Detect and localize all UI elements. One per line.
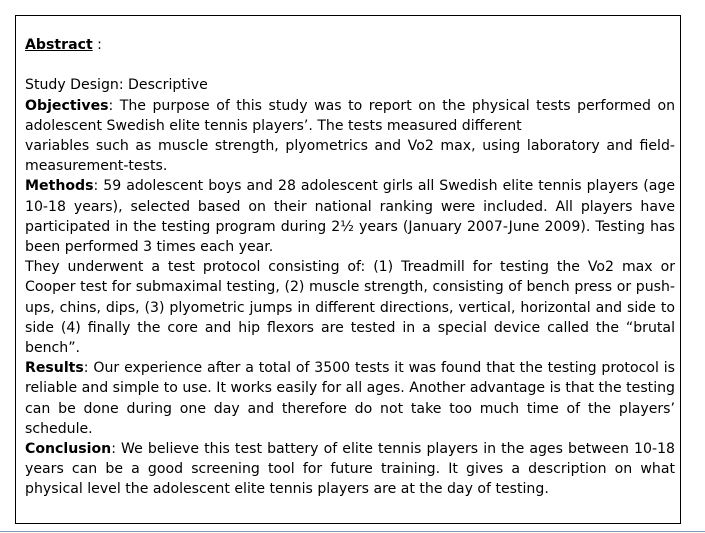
methods-label: Methods — [25, 178, 94, 195]
objectives-paragraph — [25, 96, 675, 136]
conclusion-text: : We believe this test battery of elite tennis players in the ages between 10-18 years can be a good screening tool for future training. It gives a description on what physical level the adolescent elite tennis players are at the day of testing. — [25, 441, 675, 498]
study-design: Study Design: Descriptive — [25, 77, 208, 94]
bottom-divider — [0, 531, 705, 532]
objectives-label: Objectives — [25, 97, 109, 114]
methods-continuation: They underwent a test protocol consisting of: (1) Treadmill for testing the Vo2 max or Cooper test for submaximal testing, (2) muscle strength, consisting of bench press or push-ups, chins, dips, (3) plyometric jumps in different directions, vertical, horizontal and side to side (4) finally the core and hip flexors are tested in a special device called the “brutal bench”. — [25, 259, 675, 357]
abstract-box — [15, 15, 681, 524]
results-text: : Our experience after a total of 3500 tests it was found that the testing protocol is reliable and simple to use. It works easily for all ages. Another advantage is that the testing can be done during one day and therefore do not take too much time of the players’ schedule. — [25, 360, 675, 437]
objectives-text: : The purpose of this study was to report on the physical tests performed on adolescent Swedish elite tennis players’. The tests measured different — [25, 97, 675, 134]
results-paragraph — [25, 358, 675, 439]
objectives-continuation: variables such as muscle strength, plyometrics and Vo2 max, using laboratory and field-measurement-tests. — [25, 138, 675, 175]
abstract-heading: Abstract — [25, 37, 93, 53]
conclusion-label: Conclusion — [25, 441, 112, 458]
methods-text: : 59 adolescent boys and 28 adolescent girls all Swedish elite tennis players (age 10-18 years), selected based on their national ranking were included. All players have participated in the testing program during 2½ years (January 2007-June 2009). Testing has been performed 3 times each year. — [25, 178, 675, 256]
conclusion-paragraph — [25, 439, 675, 500]
abstract-heading-suffix: : — [92, 37, 102, 53]
methods-paragraph — [25, 176, 675, 257]
results-label: Results — [25, 360, 84, 377]
abstract-content — [25, 35, 675, 500]
abstract-heading-line — [25, 35, 675, 55]
